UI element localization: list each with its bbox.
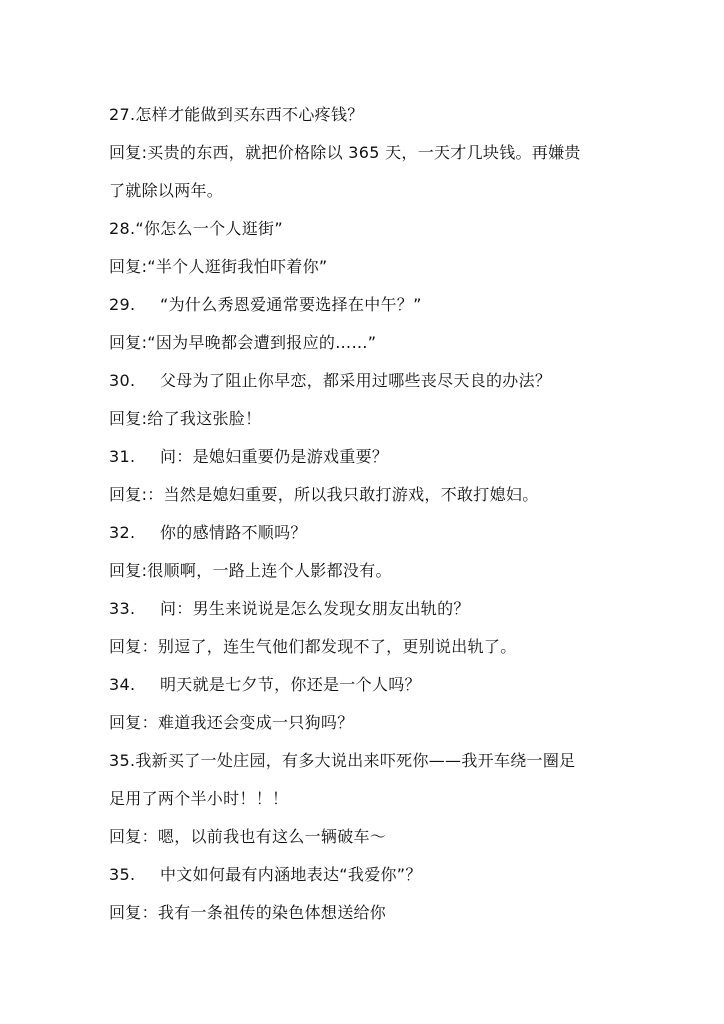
question-34 — [109, 671, 619, 709]
question-32 — [109, 519, 619, 557]
question-text: 中文如何最有内涵地表达“我爱你”？ — [160, 865, 422, 884]
answer-text: 回复：别逗了，连生气他们都发现不了，更别说出轨了。 — [109, 637, 517, 656]
answer-text: 回复:买贵的东西，就把价格除以 365 天，一天才几块钱。再嫌贵 — [109, 143, 581, 162]
answer-text: 回复:“因为早晚都会遭到报应的……” — [109, 333, 377, 352]
answer-text: 回复：我有一条祖传的染色体想送给你 — [109, 903, 387, 922]
question-number: 32. — [109, 523, 136, 542]
question-number: 33. — [109, 599, 136, 618]
answer-32 — [109, 557, 619, 595]
question-text: 你的感情路不顺吗？ — [160, 523, 307, 542]
answer-35b — [109, 899, 619, 937]
question-33 — [109, 595, 619, 633]
question-number: 30. — [109, 371, 136, 390]
question-31 — [109, 443, 619, 481]
question-text: 问：是媳妇重要仍是游戏重要？ — [160, 447, 389, 466]
question-text: 35.我新买了一处庄园，有多大说出来吓死你——我开车绕一圈足 — [109, 751, 576, 770]
question-35a-continued — [109, 785, 619, 823]
answer-27 — [109, 139, 619, 177]
answer-27-continued — [109, 177, 619, 215]
question-27 — [109, 101, 619, 139]
answer-text: 了就除以两年。 — [109, 181, 224, 200]
question-text: “为什么秀恩爱通常要选择在中午？” — [160, 295, 422, 314]
question-text: 父母为了阻止你早恋，都采用过哪些丧尽天良的办法？ — [160, 371, 552, 390]
question-35a — [109, 747, 619, 785]
answer-34 — [109, 709, 619, 747]
answer-35a — [109, 823, 619, 861]
answer-29 — [109, 329, 619, 367]
answer-text: 回复:：当然是媳妇重要，所以我只敢打游戏，不敢打媳妇。 — [109, 485, 539, 504]
answer-31 — [109, 481, 619, 519]
question-number: 31. — [109, 447, 136, 466]
document-body — [109, 101, 619, 937]
question-35b — [109, 861, 619, 899]
answer-text: 回复:给了我这张脸！ — [109, 409, 262, 428]
question-text: 28.“你怎么一个人逛街” — [109, 219, 283, 238]
answer-text: 回复:很顺啊，一路上连个人影都没有。 — [109, 561, 392, 580]
question-30 — [109, 367, 619, 405]
answer-30 — [109, 405, 619, 443]
question-28 — [109, 215, 619, 253]
question-text: 明天就是七夕节，你还是一个人吗？ — [160, 675, 421, 694]
answer-text: 回复：难道我还会变成一只狗吗？ — [109, 713, 354, 732]
question-29 — [109, 291, 619, 329]
question-number: 34. — [109, 675, 136, 694]
question-text: 27.怎样才能做到买东西不心疼钱？ — [109, 105, 364, 124]
question-text: 问：男生来说说是怎么发现女朋友出轨的？ — [160, 599, 470, 618]
answer-text: 回复：嗯，以前我也有这么一辆破车～ — [109, 827, 387, 846]
question-number: 35. — [109, 865, 136, 884]
answer-28 — [109, 253, 619, 291]
question-text: 足用了两个半小时！！！ — [109, 789, 289, 808]
question-number: 29. — [109, 295, 136, 314]
answer-33 — [109, 633, 619, 671]
answer-text: 回复:“半个人逛街我怕吓着你” — [109, 257, 328, 276]
